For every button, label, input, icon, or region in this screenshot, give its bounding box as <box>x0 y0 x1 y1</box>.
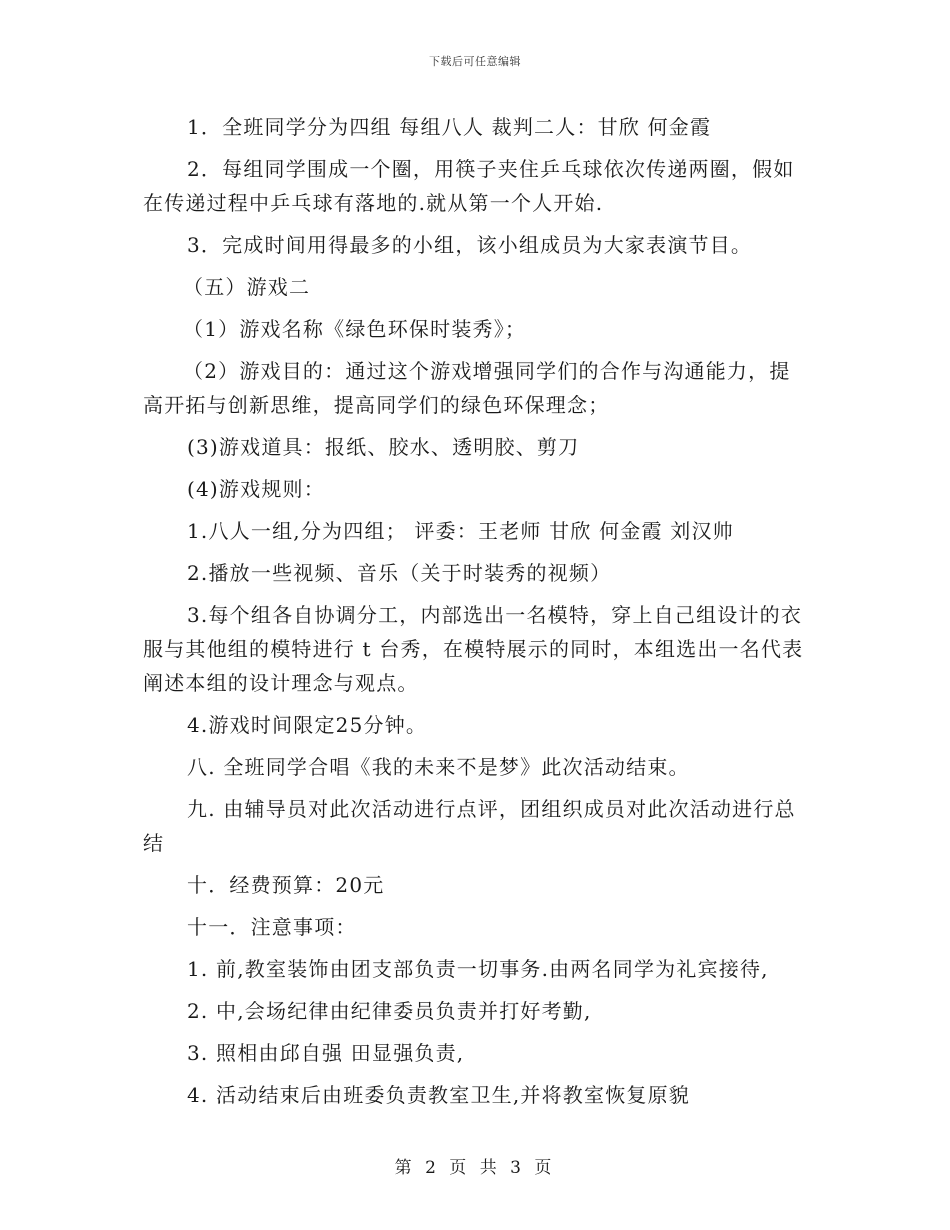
paragraph-section-eleven: 十一．注意事项： <box>187 915 357 939</box>
paragraph-note-3: 3. 照相由邱自强 田显强负责, <box>187 1041 465 1065</box>
document-body <box>143 110 808 1120</box>
paragraph-note-4: 4. 活动结束后由班委负责教室卫生,并将教室恢复原貌 <box>187 1083 690 1107</box>
paragraph-rule-3: 3．完成时间用得最多的小组，该小组成员为大家表演节目。 <box>187 233 753 257</box>
paragraph-game-rule-1: 1.八人一组,分为四组； 评委：王老师 甘欣 何金霞 刘汉帅 <box>187 519 734 543</box>
paragraph-game-rules-heading: (4)游戏规则： <box>187 477 325 501</box>
paragraph-game-props: (3)游戏道具：报纸、胶水、透明胶、剪刀 <box>187 435 580 459</box>
section-heading-game-two: （五）游戏二 <box>183 275 311 299</box>
page-header: 下载后可任意编辑 <box>429 55 521 68</box>
paragraph-rule-1: 1．全班同学分为四组 每组八人 裁判二人：甘欣 何金霞 <box>187 115 712 139</box>
paragraph-game-name: （1）游戏名称《绿色环保时装秀》； <box>183 317 527 341</box>
paragraph-game-rule-4: 4.游戏时间限定25分钟。 <box>187 713 428 737</box>
paragraph-note-2: 2. 中,会场纪律由纪律委员负责并打好考勤, <box>187 999 592 1023</box>
paragraph-section-eight: 八. 全班同学合唱《我的未来不是梦》此次活动结束。 <box>187 755 690 779</box>
paragraph-section-ten: 十．经费预算：20元 <box>187 873 385 897</box>
paragraph-rule-2: 2．每组同学围成一个圈，用筷子夹住乒乓球依次传递两圈，假如在传递过程中乒乓球有落地的.就从第一个人开始. <box>143 157 795 215</box>
paragraph-game-purpose: （2）游戏目的：通过这个游戏增强同学们的合作与沟通能力，提高开拓与创新思维，提高同学们的绿色环保理念； <box>143 359 791 417</box>
paragraph-section-nine: 九. 由辅导员对此次活动进行点评，团组织成员对此次活动进行总结 <box>143 797 796 855</box>
page-number: 第 2 页 共 3 页 <box>394 1158 556 1178</box>
paragraph-note-1: 1. 前,教室装饰由团支部负责一切事务.由两名同学为礼宾接待, <box>187 957 769 981</box>
paragraph-game-rule-2: 2.播放一些视频、音乐（关于时装秀的视频） <box>187 561 612 585</box>
paragraph-game-rule-3: 3.每个组各自协调分工，内部选出一名模特，穿上自己组设计的衣服与其他组的模特进行 t 台秀，在模特展示的同时，本组选出一名代表阐述本组的设计理念与观点。 <box>143 603 804 695</box>
